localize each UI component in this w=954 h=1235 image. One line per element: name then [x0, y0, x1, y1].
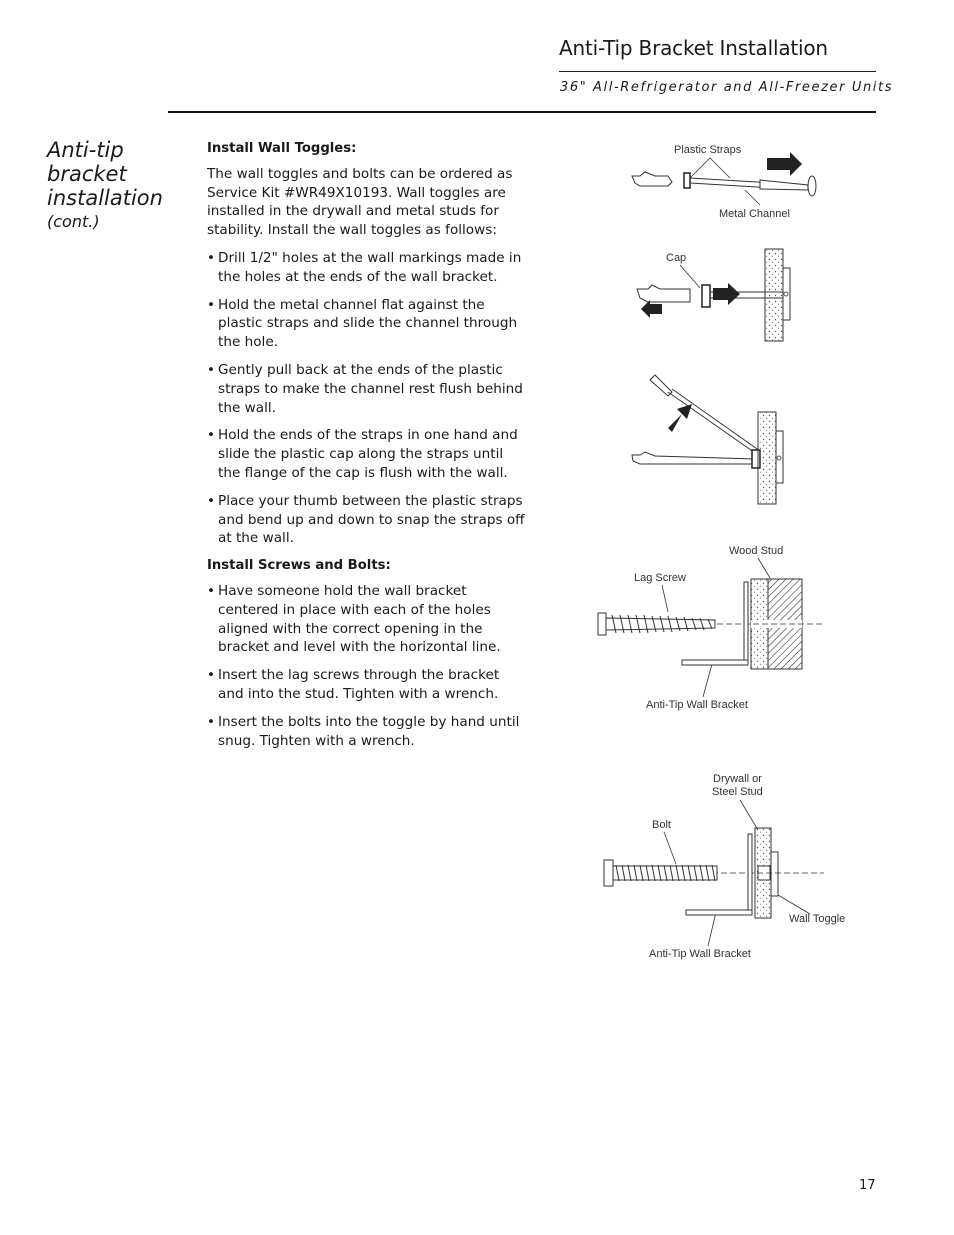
label-cap: Cap: [666, 252, 687, 264]
label-anti-tip-bracket: Anti-Tip Wall Bracket: [646, 699, 748, 711]
page-number: 17: [859, 1178, 876, 1193]
section-title-cont: (cont.): [47, 212, 100, 231]
wall-toggle-step: • Hold the ends of the straps in one hand and slide the plastic cap along the straps until the flange of the cap is flush with the wall.: [207, 426, 527, 482]
figure-cap-slide: [637, 249, 790, 341]
label-drywall-line1: Drywall or: [713, 773, 762, 785]
wall-toggle-step: • Gently pull back at the ends of the plastic straps to make the channel rest flush behind the wall.: [207, 361, 527, 417]
figure-lag-screw: [598, 545, 822, 711]
page-header-subtitle: 36" All-Refrigerator and All-Freezer Units: [560, 80, 894, 95]
section-title-main: Anti-tip bracket installation: [47, 138, 163, 210]
label-lag-screw: Lag Screw: [634, 572, 686, 584]
wall-toggles-heading: Install Wall Toggles:: [207, 141, 357, 156]
figure-bolt-toggle: [604, 773, 845, 960]
label-bolt: Bolt: [652, 819, 671, 831]
wall-toggles-intro: The wall toggles and bolts can be ordered as Service Kit #WR49X10193. Wall toggles are installed in the drywall and metal studs for stability. Install the wall toggles as follows:: [207, 165, 513, 239]
page-header-title: Anti-Tip Bracket Installation: [559, 36, 828, 60]
figure-snap-straps: [632, 375, 783, 504]
wall-toggle-step: • Hold the metal channel flat against the plastic straps and slide the channel through the hole.: [207, 296, 527, 352]
label-metal-channel: Metal Channel: [719, 208, 790, 220]
screws-bolts-heading: Install Screws and Bolts:: [207, 558, 391, 574]
screws-bolts-step: • Insert the lag screws through the bracket and into the stud. Tighten with a wrench.: [207, 666, 527, 704]
label-anti-tip-bracket-2: Anti-Tip Wall Bracket: [649, 948, 751, 960]
screws-bolts-step: • Have someone hold the wall bracket centered in place with each of the holes aligned with the correct opening in the bracket and level with the horizontal line.: [207, 582, 527, 657]
label-plastic-straps: Plastic Straps: [674, 144, 742, 156]
wall-toggle-step: • Place your thumb between the plastic straps and bend up and down to snap the straps off at the wall.: [207, 492, 527, 548]
label-drywall-line2: Steel Stud: [712, 786, 763, 798]
screws-bolts-step: • Insert the bolts into the toggle by hand until snug. Tighten with a wrench.: [207, 713, 527, 751]
label-wall-toggle: Wall Toggle: [789, 913, 846, 925]
label-wood-stud: Wood Stud: [729, 545, 784, 557]
wall-toggle-step: • Drill 1/2" holes at the wall markings made in the holes at the ends of the wall bracket.: [207, 249, 527, 287]
figure-toggle-straps: [632, 144, 816, 220]
